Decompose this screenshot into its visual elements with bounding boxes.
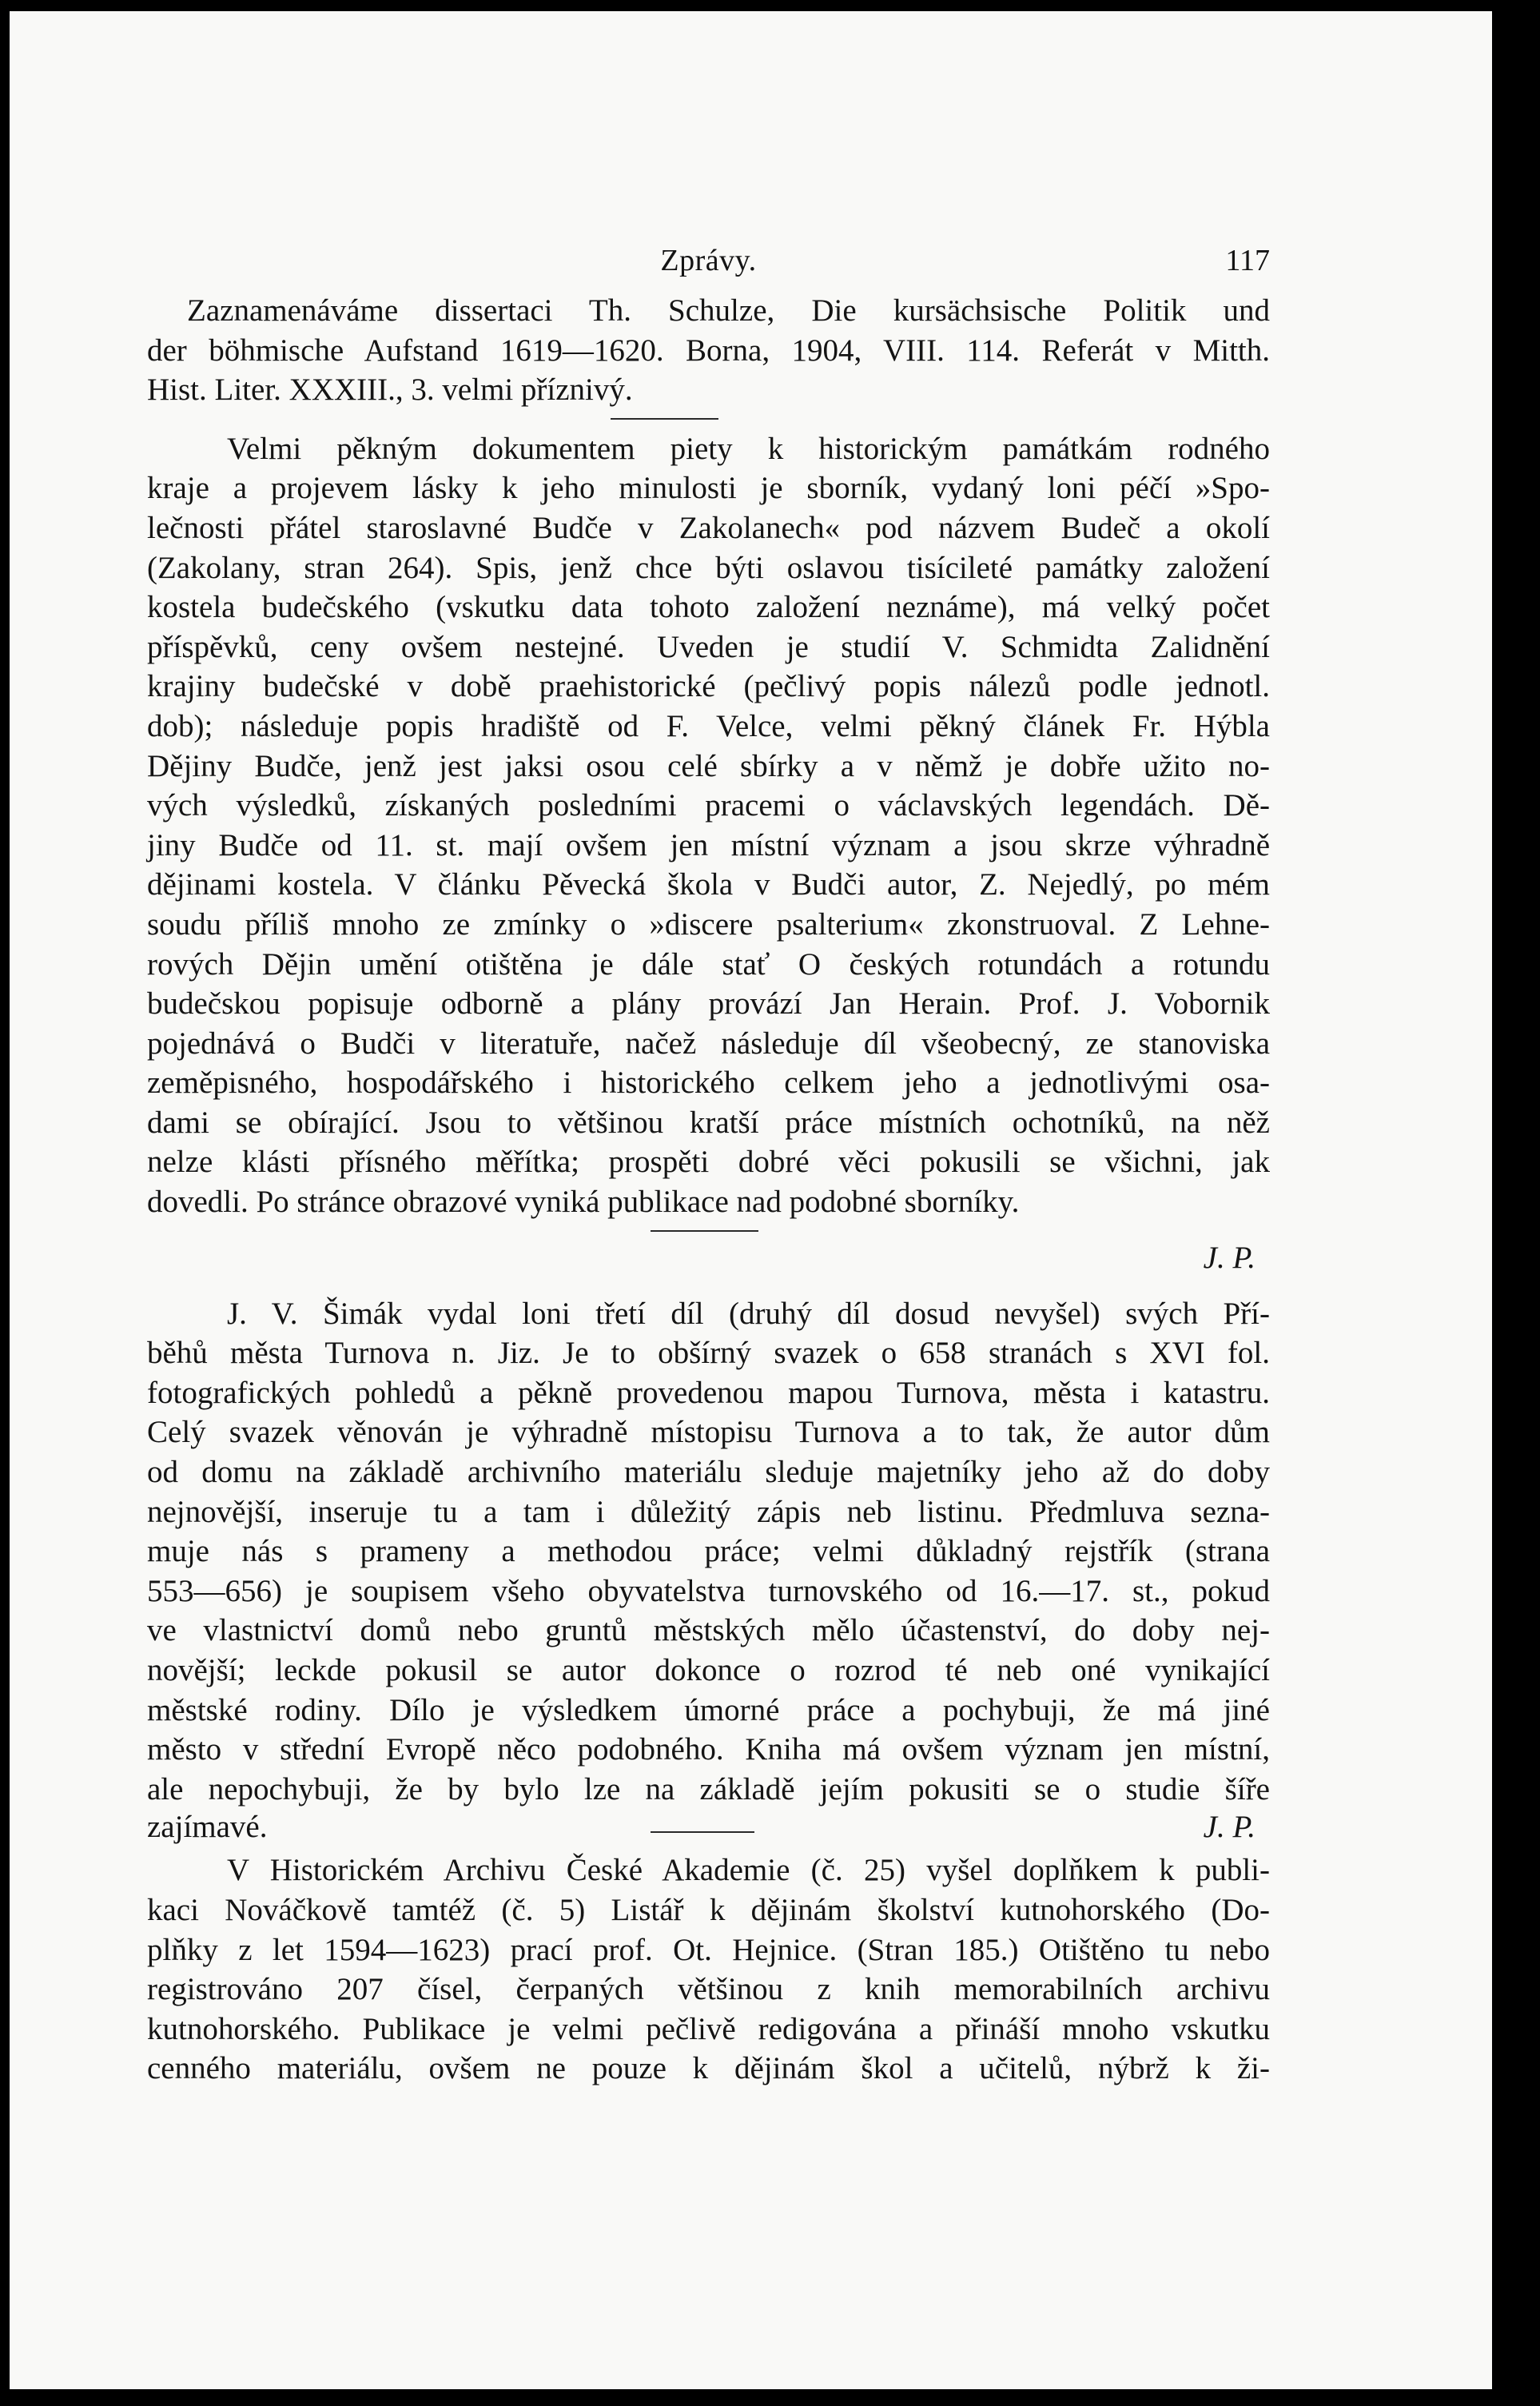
paragraph-schulze xyxy=(147,291,1270,410)
text-line: dami se obírající. Jsou to většinou kratší práce místních ochotníků, na něž xyxy=(147,1105,1270,1140)
signature-line xyxy=(147,1240,1270,1280)
text-line: městské rodiny. Dílo je výsledkem úmorné práce a pochybuji, že má jiné xyxy=(147,1692,1270,1727)
text-line: soudu příliš mnoho ze zmínky o »discere psalterium« zkonstruoval. Z Lehne- xyxy=(147,906,1270,942)
paragraph-listar xyxy=(147,1850,1270,2089)
text-line: pojednává o Budči v literatuře, načež následuje díl všeobecný, ze stanoviska xyxy=(147,1026,1270,1061)
paragraph-budec xyxy=(147,429,1270,1222)
page-number: 117 xyxy=(1225,244,1270,277)
text-line: registrováno 207 čísel, čerpaných většinou z knih memorabilních archivu xyxy=(147,1972,1270,2007)
text-line: běhů města Turnova n. Jiz. Je to obšírný svazek o 658 stranách s XVI fol. xyxy=(147,1336,1270,1371)
text-line: Dějiny Budče, jenž jest jaksi osou celé sbírky a v němž je dobře užito no- xyxy=(147,748,1270,783)
separator-rule xyxy=(611,418,718,420)
text-line: vých výsledků, získaných posledními pracemi o václavských legendách. Dě- xyxy=(147,788,1270,823)
text-line: J. V. Šimák vydal loni třetí díl (druhý díl dosud nevyšel) svých Pří- xyxy=(227,1296,1270,1331)
text-line: nelze klásti přísného měřítka; prospěti dobré věci pokusili se všichni, jak xyxy=(147,1145,1270,1180)
text-line: Celý svazek věnován je výhradně místopisu Turnova a to tak, že autor dům xyxy=(147,1415,1270,1450)
text-line: cenného materiálu, ovšem ne pouze k dějinám škol a učitelů, nýbrž k ži- xyxy=(147,2051,1270,2086)
text-line: kaci Nováčkově tamtéž (č. 5) Listář k dějinám školství kutnohorského (Do- xyxy=(147,1892,1270,1927)
text-line: V Historickém Archivu České Akademie (č. 25) vyšel doplňkem k publi- xyxy=(227,1853,1270,1888)
text-line: jiny Budče od 11. st. mají ovšem jen místní význam a jsou skrze výhradně xyxy=(147,827,1270,862)
text-line: dovedli. Po stránce obrazové vyniká publikace nad podobné sborníky. xyxy=(147,1185,1020,1220)
signature-line xyxy=(147,1809,1270,1849)
text-column xyxy=(147,243,1270,2089)
text-line: plňky z let 1594—1623) prací prof. Ot. Hejnice. (Stran 185.) Otištěno tu nebo xyxy=(147,1932,1270,1967)
text-line: kraje a projevem lásky k jeho minulosti je sborník, vydaný loni péčí »Spo- xyxy=(147,471,1270,506)
running-head xyxy=(147,243,1270,291)
text-line: muje nás s prameny a methodou práce; velmi důkladný rejstřík (strana xyxy=(147,1534,1270,1569)
text-line: dob); následuje popis hradiště od F. Velce, velmi pěkný článek Fr. Hýbla xyxy=(147,708,1270,743)
text-line: rových Dějin umění otištěna je dále stať O českých rotundách a rotundu xyxy=(147,946,1270,982)
author-signature: J. P. xyxy=(1203,1810,1255,1845)
text-line: zeměpisného, hospodářského i historického celkem jeho a jednotlivými osa- xyxy=(147,1066,1270,1101)
text-line: 553—656) je soupisem všeho obyvatelstva turnovského od 16.—17. st., pokud xyxy=(147,1573,1270,1608)
text-line: kostela budečského (vskutku data tohoto založení neznáme), má velký počet xyxy=(147,590,1270,625)
author-signature: J. P. xyxy=(1203,1240,1255,1275)
text-line: nejnovější, inseruje tu a tam i důležitý zápis neb listinu. Předmluva sezna- xyxy=(147,1494,1270,1529)
text-line: krajiny budečské v době praehistorické (pečlivý popis nálezů podle jednotl. xyxy=(147,669,1270,704)
text-line: Hist. Liter. XXXIII., 3. velmi příznivý. xyxy=(147,372,633,408)
text-line: ve vlastnictví domů nebo gruntů městských mělo účastenství, do doby nej- xyxy=(147,1613,1270,1648)
text-line: příspěvků, ceny ovšem nestejné. Uveden je studií V. Schmidta Zalidnění xyxy=(147,629,1270,664)
text-line: budečskou popisuje odborně a plány provází Jan Herain. Prof. J. Vobornik xyxy=(147,986,1270,1022)
text-line: lečnosti přátel staroslavné Budče v Zakolanech« pod názvem Budeč a okolí xyxy=(147,510,1270,545)
text-line: Velmi pěkným dokumentem piety k historickým památkám rodného xyxy=(227,431,1270,466)
text-line: od domu na základě archivního materiálu sleduje majetníky jeho až do doby xyxy=(147,1455,1270,1490)
text-line: Zaznamenáváme dissertaci Th. Schulze, Die kursächsische Politik und xyxy=(187,293,1270,328)
running-head-title: Zprávy. xyxy=(660,244,757,277)
paragraph-simak xyxy=(147,1294,1270,1810)
document-page xyxy=(10,11,1492,2389)
text-line: město v střední Evropě něco podobného. Kniha má ovšem význam jen místní, xyxy=(147,1732,1270,1767)
text-line: novější; leckde pokusil se autor dokonce o rozrod té neb oné vynikající xyxy=(147,1653,1270,1687)
separator-rule xyxy=(651,1230,758,1232)
text-line: der böhmische Aufstand 1619—1620. Borna, 1904, VIII. 114. Referát v Mitth. xyxy=(147,333,1270,368)
text-line: zajímavé. xyxy=(147,1810,268,1845)
text-line: fotografických pohledů a pěkně provedenou mapou Turnova, města i katastru. xyxy=(147,1375,1270,1410)
text-line: kutnohorského. Publikace je velmi pečlivě redigována a přináší mnoho vskutku xyxy=(147,2011,1270,2046)
text-line: dějinami kostela. V článku Pěvecká škola v Budči autor, Z. Nejedlý, po mém xyxy=(147,867,1270,902)
text-line: ale nepochybuji, že by bylo lze na základě jejím pokusiti se o studie šíře xyxy=(147,1771,1270,1806)
text-line: (Zakolany, stran 264). Spis, jenž chce býti oslavou tisícileté památky založení xyxy=(147,550,1270,585)
